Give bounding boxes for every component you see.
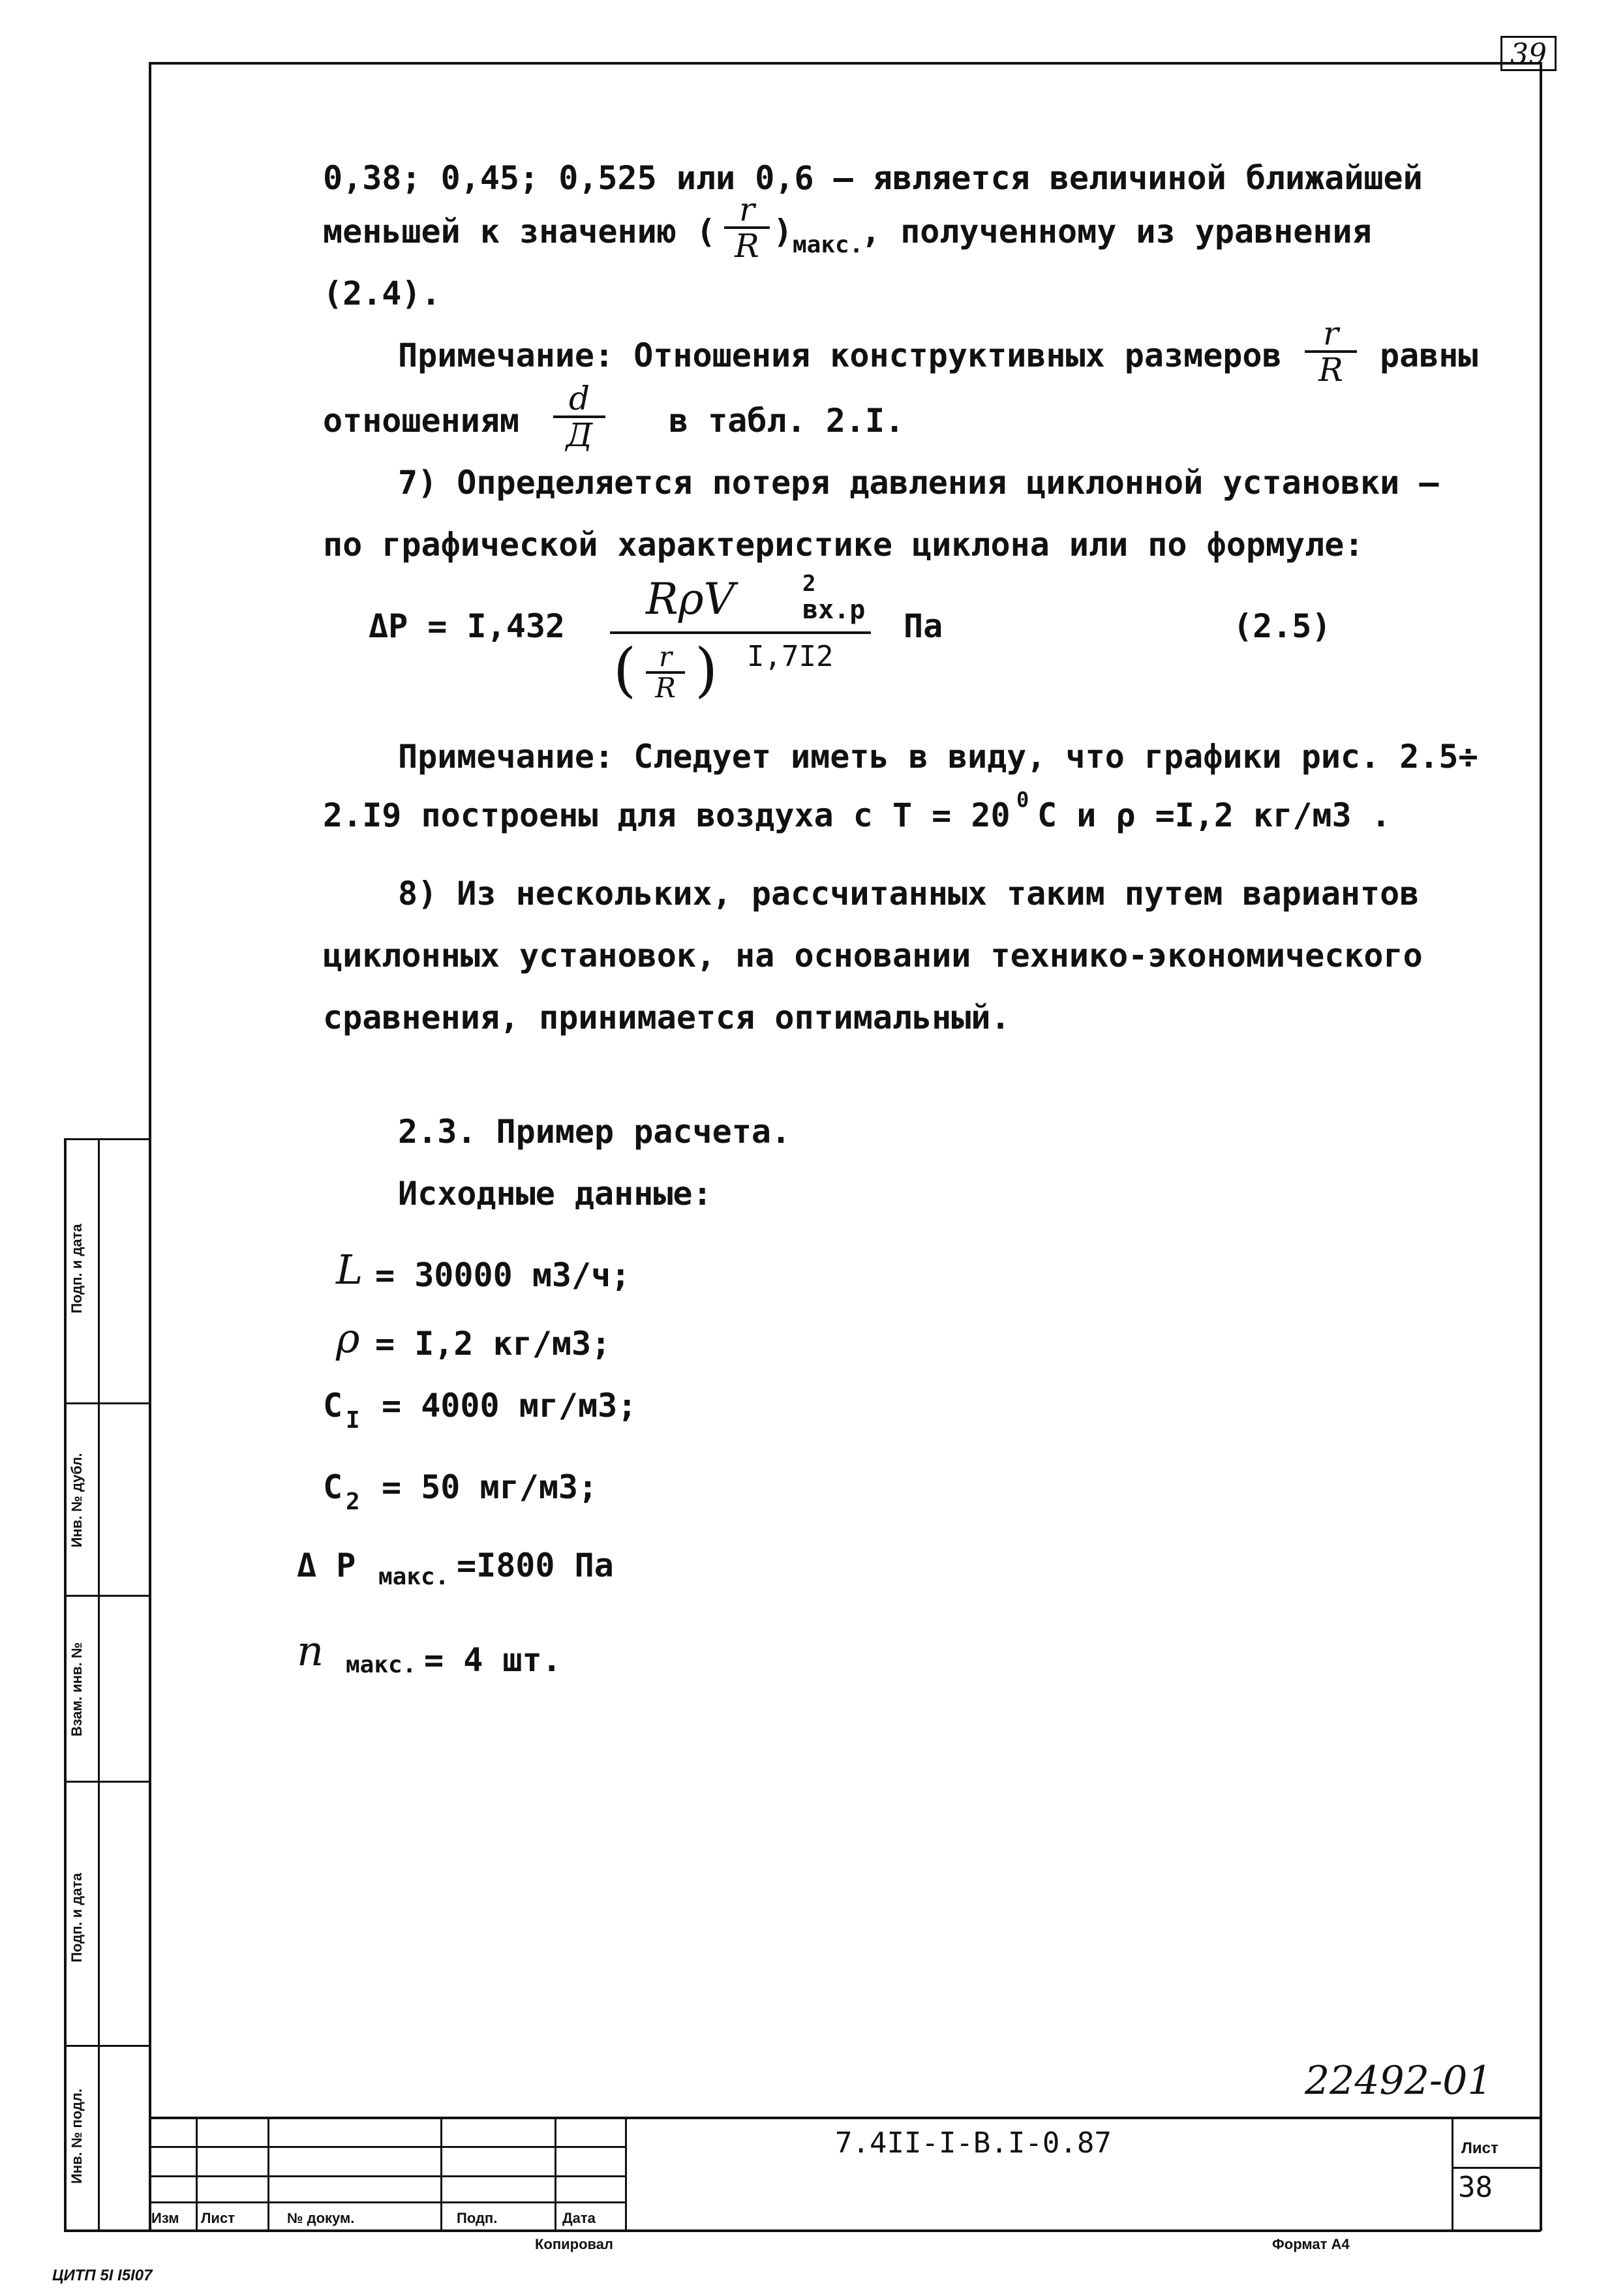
note3-line-b-b: C и ρ =I,2 кг/м3 . — [1037, 796, 1391, 834]
step8-line-b: циклонных установок, на основании технико-экономического — [323, 937, 1423, 974]
stamp-col-doc: № докум. — [287, 2210, 355, 2226]
step8-line-c: сравнения, принимается оптимальный. — [323, 999, 1011, 1036]
text-line-2b: , полученному из уравнения — [861, 213, 1372, 250]
side-sep-0 — [64, 1138, 151, 1140]
side-sep-4 — [64, 2045, 151, 2047]
section-heading: 2.3. Пример расчета. — [398, 1113, 791, 1151]
side-label-replace-inv: Взам. инв. № — [68, 1642, 85, 1737]
param-2-value: = 4000 мг/м3; — [382, 1387, 637, 1425]
text-line-2a: меньшей к значению ( — [323, 213, 716, 250]
formula-num-sup: 2 — [802, 571, 816, 597]
stamp-col-3 — [440, 2117, 442, 2231]
param-3-value: = 50 мг/м3; — [382, 1468, 598, 1506]
side-column-divider — [98, 1138, 100, 2232]
frame-top — [150, 62, 1540, 65]
param-3-sub: 2 — [346, 1488, 360, 1515]
formula-den-den: R — [655, 672, 676, 704]
param-4-sub: макс. — [378, 1563, 449, 1590]
formula-label: (2.5) — [1233, 607, 1331, 645]
param-4-value: =I800 Па — [457, 1547, 614, 1584]
param-5-sub: макс. — [346, 1652, 417, 1678]
frame-left — [149, 62, 151, 2231]
step7-line-b: по графической характеристике циклона или по формуле: — [323, 526, 1364, 564]
stamp-sheet-row — [1452, 2167, 1541, 2169]
param-2-symbol: C — [323, 1387, 343, 1425]
formula-den-paren-open: ( — [613, 636, 637, 704]
frame-right — [1540, 62, 1542, 2231]
formula-den-paren-close: ) — [695, 636, 718, 704]
note2-fraction — [553, 382, 605, 452]
line2-paren-close: ) — [773, 213, 793, 250]
stamp-sheet-label: Лист — [1461, 2139, 1498, 2157]
stamp-copied: Копировал — [535, 2236, 614, 2252]
formula-den-exp: I,7I2 — [747, 640, 834, 673]
side-label-dup-inv: Инв. № дубл. — [68, 1453, 85, 1548]
note1b: равны — [1380, 337, 1478, 374]
stamp-col-5 — [625, 2117, 627, 2231]
param-0-value: = 30000 м3/ч; — [375, 1256, 631, 1294]
side-label-orig-inv: Инв. № подл. — [68, 2089, 85, 2184]
stamp-col-sign: Подп. — [457, 2210, 498, 2226]
text-line-1: 0,38; 0,45; 0,525 или 0,6 – является величиной ближайшей — [323, 159, 1423, 197]
inputs-title: Исходные данные: — [398, 1175, 712, 1213]
frame-bottom — [64, 2229, 1541, 2232]
param-5-symbol: n — [297, 1627, 324, 1676]
side-sep-1 — [64, 1402, 151, 1404]
step7-line-a: 7) Определяется потеря давления циклонной установки – — [398, 464, 1439, 502]
note1-fraction — [1305, 316, 1357, 387]
formula-num-sub: вх.р — [802, 595, 866, 625]
stamp-col-izm: Изм — [151, 2210, 179, 2226]
note2-frac-num: d — [568, 380, 590, 417]
formula-unit: Па — [904, 607, 943, 645]
side-sep-2 — [64, 1595, 151, 1597]
stamp-col-4 — [555, 2117, 556, 2231]
param-0-symbol: L — [336, 1246, 363, 1293]
stamp-doc-code: 7.4II-I-В.I-0.87 — [835, 2126, 1112, 2160]
param-1-symbol: ρ — [336, 1314, 360, 1362]
formula-den-fraction — [646, 642, 685, 702]
stamp-col-date: Дата — [562, 2210, 596, 2226]
stamp-sheet-col — [1452, 2117, 1453, 2231]
line2-frac-den: R — [735, 227, 759, 265]
text-line-3: (2.4). — [323, 275, 441, 312]
formula-fraction-bar — [610, 631, 871, 634]
stamp-col-1 — [196, 2117, 198, 2231]
stamp-format: Формат А4 — [1272, 2236, 1350, 2252]
param-2-sub: I — [346, 1407, 360, 1434]
note3-line-a: Примечание: Следует иметь в виду, что графики рис. 2.5÷ — [398, 738, 1478, 776]
formula-den-num: r — [658, 641, 673, 672]
stamp-col-2 — [267, 2117, 269, 2231]
line2-frac-num: r — [739, 190, 755, 228]
formula-lhs: ΔP = I,432 — [369, 607, 566, 645]
note1a: Примечание: Отношения конструктивных размеров — [398, 337, 1282, 374]
stamp-sheet-number: 38 — [1458, 2171, 1493, 2204]
side-label-sign-date-2: Подп. и дата — [68, 1873, 85, 1963]
note3-sup: 0 — [1016, 787, 1029, 812]
stamp-col-list: Лист — [201, 2210, 235, 2226]
note2-frac-den: Д — [566, 416, 593, 454]
step8-line-a: 8) Из нескольких, рассчитанных таким путем вариантов — [398, 875, 1420, 913]
param-1-value: = I,2 кг/м3; — [375, 1325, 611, 1363]
line2-sub: макс. — [793, 232, 864, 258]
note2b: в табл. 2.I. — [669, 402, 905, 440]
footer-code: ЦИТП 5I I5I07 — [52, 2267, 153, 2284]
note2a: отношениям — [323, 402, 520, 440]
param-4-symbol: Δ P — [297, 1547, 356, 1584]
side-column-left — [64, 1138, 67, 2232]
param-5-value: = 4 шт. — [424, 1641, 562, 1679]
side-sep-3 — [64, 1781, 151, 1783]
archive-number: 22492-01 — [1305, 2058, 1493, 2104]
line2-fraction — [724, 192, 770, 263]
side-label-sign-date: Подп. и дата — [68, 1224, 85, 1314]
note3-line-b-a: 2.I9 построены для воздуха с T = 20 — [323, 796, 1011, 834]
note1-frac-den: R — [1318, 351, 1343, 389]
stamp-top-line — [150, 2117, 1541, 2119]
note1-frac-num: r — [1323, 314, 1339, 352]
page-number: 39 — [1510, 38, 1547, 71]
formula-numerator: RρV — [646, 574, 735, 624]
param-3-symbol: C — [323, 1468, 343, 1506]
